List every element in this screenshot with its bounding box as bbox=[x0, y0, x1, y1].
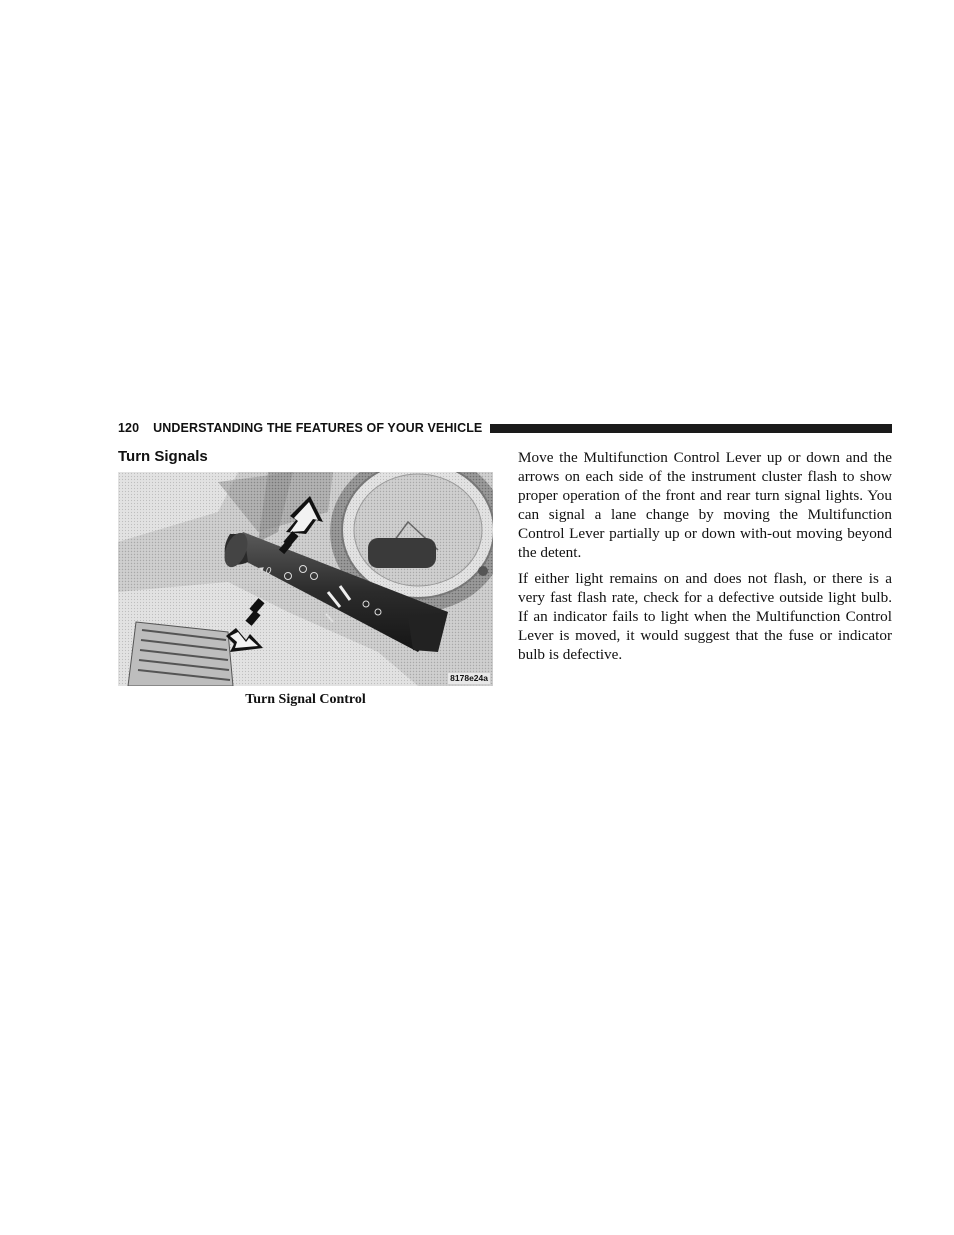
paragraph: If either light remains on and does not flash, or there is a very fast flash rate, check for a defective outside light bulb. If an indicator fails to light when the Multifunction Control Lever is moved, it would suggest that the fuse or indicator bulb is defective. bbox=[518, 570, 892, 664]
svg-text:◂ 0: ◂ 0 bbox=[256, 563, 273, 578]
chapter-title: UNDERSTANDING THE FEATURES OF YOUR VEHICLE bbox=[153, 421, 483, 435]
dashboard-photo bbox=[118, 472, 493, 686]
section-heading: Turn Signals bbox=[118, 448, 208, 465]
figure-caption: Turn Signal Control bbox=[245, 692, 366, 707]
figure-code: 8178e24a bbox=[450, 673, 488, 683]
turn-signal-illustration bbox=[118, 472, 493, 686]
page-header bbox=[118, 419, 892, 437]
body-text bbox=[518, 449, 892, 673]
paragraph: Move the Multifunction Control Lever up or down and the arrows on each side of the instrument cluster flash to show proper operation of the front and rear turn signal lights. You can signal a lane change by moving the Multifunction Control Lever partially up or down with-out moving beyond the detent. bbox=[518, 449, 892, 561]
header-rule bbox=[490, 424, 892, 433]
page-number: 120 bbox=[118, 421, 140, 435]
air-vent bbox=[128, 622, 233, 686]
